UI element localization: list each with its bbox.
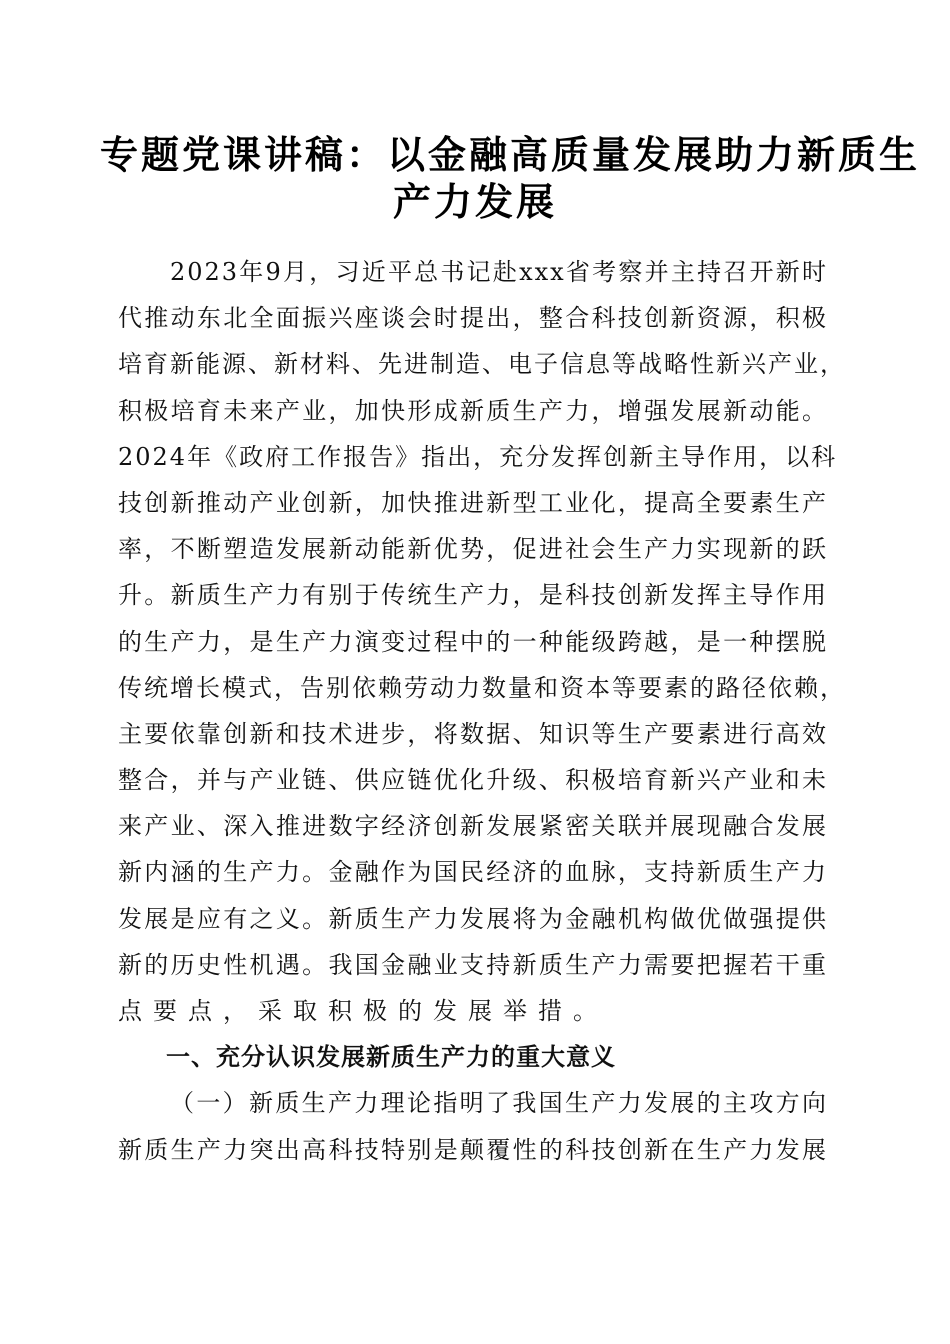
intro-line: 率，不断塑造发展新动能新优势，促进社会生产力实现新的跃: [118, 535, 828, 564]
intro-line: 传统增长模式，告别依赖劳动力数量和资本等要素的路径依赖，: [118, 673, 846, 702]
intro-line: 培育新能源、新材料、先进制造、电子信息等战略性新兴产业，: [118, 350, 846, 379]
document-title: [100, 132, 921, 226]
intro-line: 整合，并与产业链、供应链优化升级、积极培育新兴产业和未: [118, 766, 828, 795]
title-line-1: 专题党课讲稿：以金融高质量发展助力新质生: [100, 133, 921, 177]
intro-line: 新内涵的生产力。金融作为国民经济的血脉，支持新质生产力: [118, 858, 828, 887]
intro-line: 发展是应有之义。新质生产力发展将为金融机构做优做强提供: [118, 904, 828, 933]
intro-line: 2024年《政府工作报告》指出，充分发挥创新主导作用，以科: [118, 442, 838, 471]
document-body: [118, 249, 846, 1173]
intro-line: 技创新推动产业创新，加快推进新型工业化，提高全要素生产: [118, 488, 828, 517]
subsection-heading: （一）新质生产力理论指明了我国生产力发展的主攻方向: [170, 1089, 828, 1118]
intro-line: 代推动东北全面振兴座谈会时提出，整合科技创新资源，积极: [118, 304, 828, 333]
intro-line: 2023年9月，习近平总书记赴xxx省考察并主持召开新时: [170, 258, 828, 286]
title-line-2: 产力发展: [392, 180, 557, 224]
intro-line: 主要依靠创新和技术进步，将数据、知识等生产要素进行高效: [118, 719, 828, 748]
intro-line: 新的历史性机遇。我国金融业支持新质生产力需要把握若干重: [118, 950, 828, 979]
intro-line: 点要点，采取积极的发展举措。: [118, 997, 608, 1025]
intro-line: 升。新质生产力有别于传统生产力，是科技创新发挥主导作用: [118, 581, 828, 610]
intro-line: 来产业、深入推进数字经济创新发展紧密关联并展现融合发展: [118, 812, 828, 841]
section-heading: 一、充分认识发展新质生产力的重大意义: [166, 1043, 616, 1072]
intro-line: 积极培育未来产业，加快形成新质生产力，增强发展新动能。: [118, 396, 828, 425]
body-line: 新质生产力突出高科技特别是颠覆性的科技创新在生产力发展: [118, 1135, 828, 1164]
intro-line: 的生产力，是生产力演变过程中的一种能级跨越，是一种摆脱: [118, 627, 828, 656]
